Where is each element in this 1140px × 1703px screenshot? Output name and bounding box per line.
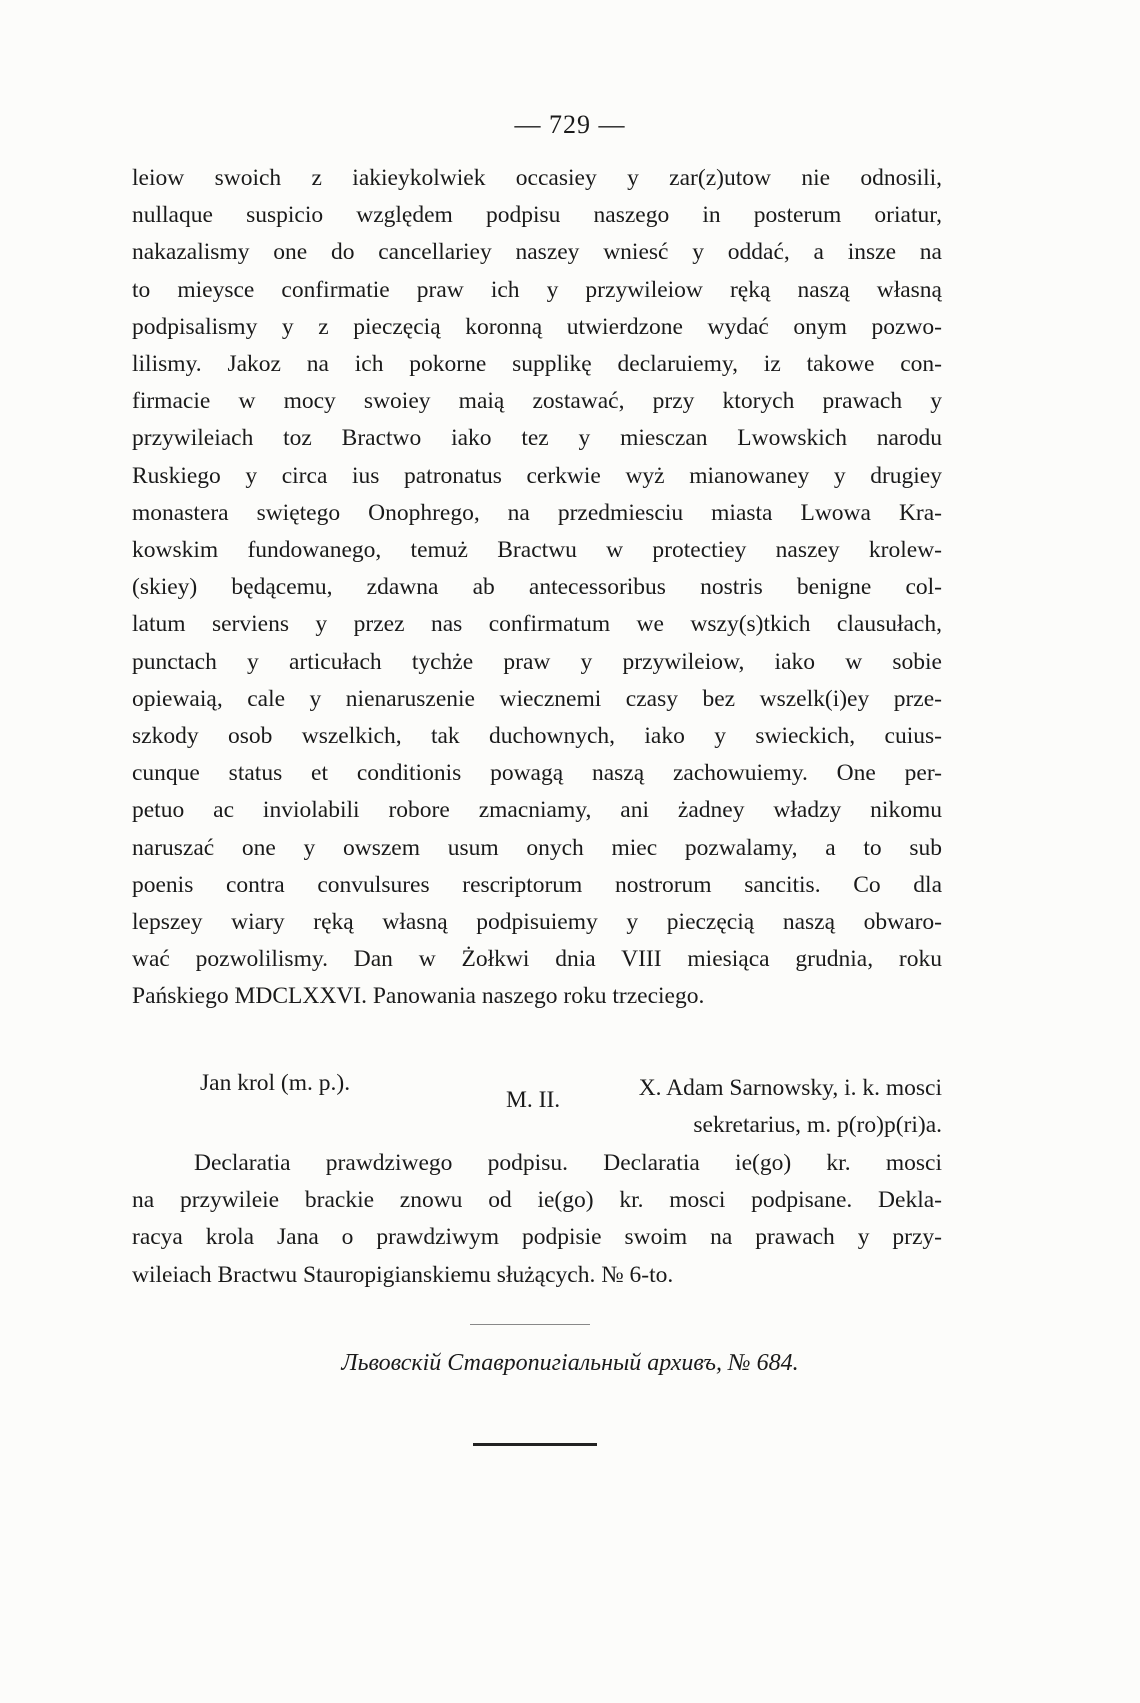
end-rule [473,1443,597,1446]
page-number: — 729 — [514,110,626,139]
text-line: nakazalismy one do cancellariey naszey wniesć y oddać, a insze na [132,239,942,266]
secretary-signature [582,1070,942,1144]
secretary-line: X. Adam Sarnowsky, i. k. mosci [638,1075,942,1101]
text-line: poenis contra convulsures rescriptorum nostrorum sancitis. Co dla [132,871,942,898]
main-text [132,160,942,1016]
signature-block [132,1068,942,1148]
text-line: (skiey) będącemu, zdawna ab antecessoribus nostris benigne col- [132,574,942,601]
declaration-line: Declaratia prawdziwego podpisu. Declaratia ie(go) kr. mosci [194,1150,942,1176]
archive-source: Львовскій Ставропигіальный архивъ, № 684. [341,1350,799,1376]
text-line: wać pozwolilismy. Dan w Żołkwi dnia VIII miesiąca grudnia, roku [132,946,942,973]
text-line: cunque status et conditionis powagą naszą zachowuiemy. One per- [132,760,942,787]
text-line: kowskim fundowanego, temuż Bractwu w protectiey naszey krolew- [132,537,942,564]
declaration-note [132,1145,942,1294]
text-line: monastera swiętego Onophrego, na przedmiesciu miasta Lwowa Kra- [132,499,942,526]
seal-mark: M. II. [506,1087,561,1113]
divider [470,1324,590,1325]
text-line: naruszać one y owszem usum onych miec pozwalamy, a to sub [132,834,942,861]
text-line: szkody osob wszelkich, tak duchownych, iako y swieckich, cuius- [132,723,942,750]
secretary-line: sekretarius, m. p(ro)p(ri)a. [693,1112,942,1138]
text-line: lilismy. Jakoz na ich pokorne supplikę declaruiemy, iz takowe con- [132,351,942,378]
declaration-line: wileiach Bractwu Stauropigianskiemu służących. № 6-to. [132,1261,674,1288]
text-line: firmacie w mocy swoiey maią zostawać, przy ktorych prawach y [132,388,942,415]
text-line: lepszey wiary ręką własną podpisuiemy y pieczęcią naszą obwaro- [132,909,942,936]
text-line: petuo ac inviolabili robore zmacniamy, ani żadney władzy nikomu [132,797,942,824]
text-line: Ruskiego y circa ius patronatus cerkwie wyż mianowaney y drugiey [132,462,942,489]
text-line: przywileiach toz Bractwo iako tez y miesczan Lwowskich narodu [132,425,942,452]
text-line: to mieysce confirmatie praw ich y przywileiow ręką naszą własną [132,276,942,303]
declaration-line: na przywileie brackie znowu od ie(go) kr. mosci podpisane. Dekla- [132,1187,942,1214]
text-line: nullaque suspicio względem podpisu naszego in posterum oriatur, [132,202,942,229]
text-line: leiow swoich z iakieykolwiek occasiey y zar(z)utow nie odnosili, [132,165,942,191]
text-line: latum serviens y przez nas confirmatum we wszy(s)tkich clausułach, [132,611,942,638]
text-line: punctach y articułach tychże praw y przywileiow, iako w sobie [132,648,942,675]
king-signature: Jan krol (m. p.). [200,1070,351,1096]
declaration-line: racya krola Jana o prawdziwym podpisie swoim na prawach y przy- [132,1224,942,1251]
text-line: podpisalismy y z pieczęcią koronną utwierdzone wydać onym pozwo- [132,313,942,340]
text-line: opiewaią, cale y nienaruszenie wiecznemi czasy bez wszelk(i)ey prze- [132,685,942,712]
text-line: Pańskiego MDCLXXVI. Panowania naszego roku trzeciego. [132,983,705,1010]
